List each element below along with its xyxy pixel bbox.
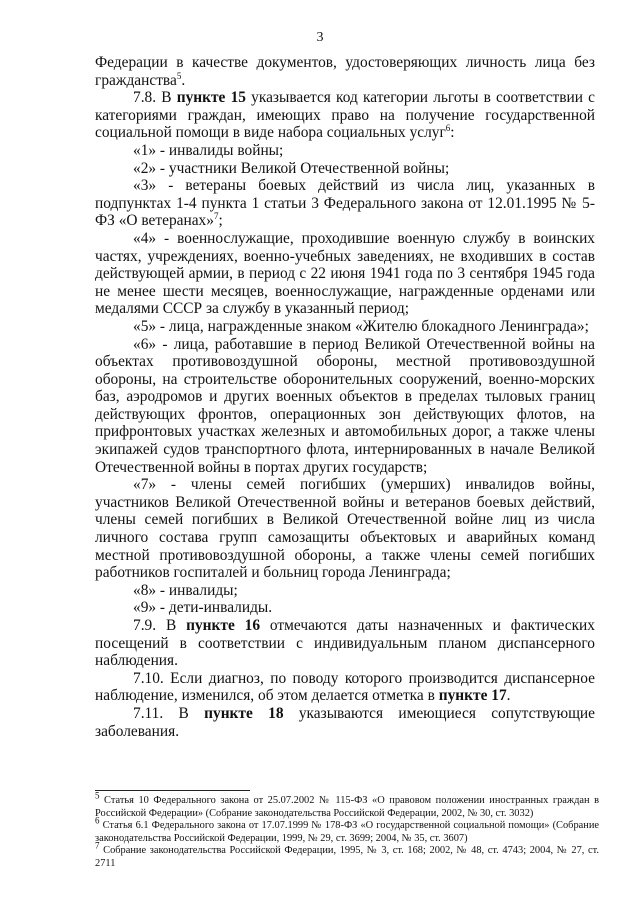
- footnote-number: 5: [95, 790, 100, 801]
- list-item-2: «2» - участники Великой Отечественной войны;: [133, 159, 450, 177]
- paragraph-text: 7.8. В: [133, 89, 177, 107]
- paragraph-continuation: [95, 54, 595, 89]
- footnote-ref-6: 6: [445, 123, 451, 134]
- footnote-text: Статья 6.1 Федерального закона от 17.07.1999 № 178-ФЗ «О государственной социальной помощи» (Собрание законодательства Российской Федерации, 1999, № 29, ст. 3699; 2004, № 35, ст. 3607): [95, 820, 599, 844]
- paragraph-7-11: [95, 705, 595, 740]
- footnote-number: 6: [95, 815, 100, 826]
- list-item-4: «4» - военнослужащие, проходившие военную службу в воинских частях, учреждениях, военно-учебных заведениях, не входивших в состав действующей армии, в период с 22 июня 1941 года по 3 сентября 1945 года не менее шести месяцев, военнослужащие, награжденные орденами или медалями СССР за службу в указанный период;: [95, 229, 595, 318]
- bold-item-ref: пункте 18: [204, 704, 284, 722]
- paragraph-text: указываются имеющиеся сопутствующие заболевания.: [95, 704, 595, 740]
- list-item-9: «9» - дети-инвалиды.: [133, 599, 273, 617]
- footnote-6: [95, 815, 599, 845]
- bold-item-ref: пункте 15: [176, 89, 246, 107]
- paragraph-7-9: [95, 617, 595, 670]
- footnote-text: Собрание законодательства Российской Федерации, 1995, № 3, ст. 168; 2002, № 48, ст. 4743; 2004, № 27, ст. 2711: [95, 845, 599, 869]
- paragraph-7-8: [95, 89, 595, 142]
- paragraph-text: 7.9. В: [133, 617, 187, 634]
- footnotes: [95, 790, 599, 871]
- footnote-ref-7: 7: [213, 211, 219, 222]
- paragraph-end: .: [181, 71, 186, 89]
- footnote-divider: [95, 790, 250, 791]
- list-item-3: [95, 177, 595, 230]
- list-item-5: «5» - лица, награжденные знаком «Жителю блокадного Ленинграда»;: [133, 317, 589, 335]
- paragraph-end: ;: [218, 212, 223, 230]
- paragraph-text: указывается код категории льготы в соответствии с категориями граждан, имеющих право на получение государственной социальной помощи в виде набора социальных услуг: [95, 89, 595, 142]
- list-item-1: «1» - инвалиды войны;: [133, 141, 284, 159]
- list-item-8: «8» - инвалиды;: [133, 581, 238, 599]
- footnote-5: [95, 790, 599, 820]
- paragraph-end: .: [506, 687, 511, 705]
- paragraph-text: «3» - ветераны боевых действий из числа лиц, указанных в подпунктах 1-4 пункта 1 статьи 3 Федерального закона от 12.01.1995 № 5-ФЗ «О ветеранах»: [95, 177, 595, 230]
- footnote-text: Статья 10 Федерального закона от 25.07.2002 № 115-ФЗ «О правовом положении иностранных граждан в Российской Федерации» (Собрание законодательства Российской Федерации, 2002, № 30, ст. 3032): [95, 795, 599, 819]
- document-body: [95, 54, 595, 740]
- footnote-7: [95, 840, 599, 870]
- paragraph-text: отмечаются даты назначенных и фактических посещений в соответствии с индивидуальным планом диспансерного наблюдения.: [95, 617, 595, 670]
- paragraph-7-10: [95, 670, 595, 705]
- paragraph-text: Федерации в качестве документов, удостоверяющих личность лица без гражданства: [95, 54, 595, 89]
- list-item-6: «6» - лица, работавшие в период Великой Отечественной войны на объектах противовоздушной обороны, местной противовоздушной обороны, на строительстве оборонительных сооружений, военно-морских баз, аэродромов и других военных объектов в пределах тыловых границ действующих фронтов, операционных зон действующих флотов, на прифронтовых участках железных и автомобильных дорог, а также члены экипажей судов транспортного флота, интернированных в начале Великой Отечественной войны в портах других государств;: [95, 335, 595, 476]
- footnote-ref-5: 5: [176, 70, 182, 81]
- paragraph-end: :: [450, 124, 455, 142]
- list-item-7: «7» - члены семей погибших (умерших) инвалидов войны, участников Великой Отечественной войны и ветеранов боевых действий, члены семей погибших в Великой Отечественной войне лиц из числа личного состава групп самозащиты объектовых и аварийных команд местной противовоздушной обороны, а также члены семей погибших работников госпиталей и больниц города Ленинграда;: [95, 476, 595, 582]
- paragraph-text: 7.10. Если диагноз, по поводу которого производится диспансерное наблюдение, изменился, об этом делается отметка в: [95, 669, 595, 705]
- footnote-number: 7: [95, 840, 100, 851]
- bold-item-ref: пункте 16: [186, 617, 261, 634]
- paragraph-text: 7.11. В: [133, 704, 205, 722]
- page-number: 3: [316, 30, 324, 45]
- bold-item-ref: пункте 17: [438, 687, 507, 705]
